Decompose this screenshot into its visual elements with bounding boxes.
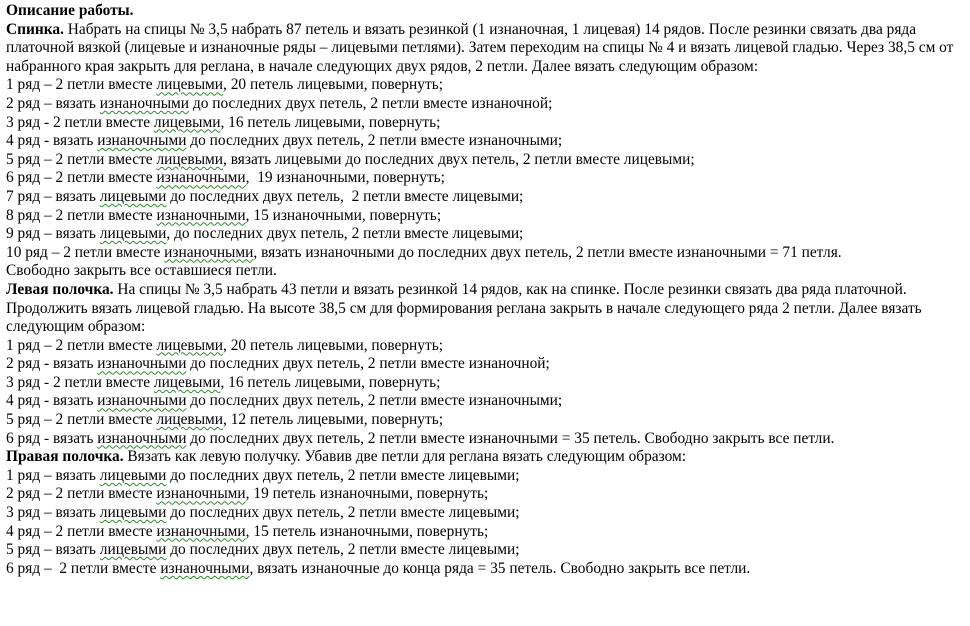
stitch-term: изнаночными bbox=[97, 355, 187, 373]
row-text: 8 ряд – 2 петли вместе bbox=[6, 206, 157, 224]
back-row bbox=[6, 76, 968, 95]
left-intro: Левая полочка. На спицы № 3,5 набрать 43 петли и вязать резинкой 14 рядов, как на спинке. После резинки связать два ряда платочной. Продолжить вязать лицевой гладью. На высоте 38,5 см для формирования реглана закрыть в начале следующего ряда 2 петли. Далее вязать следующим образом: bbox=[6, 280, 922, 336]
row-text: 6 ряд - вязать bbox=[6, 429, 98, 447]
right-row bbox=[6, 523, 968, 542]
back-intro: Спинка. Набрать на спицы № 3,5 набрать 87 петель и вязать резинкой (1 изнаночная, 1 лицевая) 14 рядов. После резинки связать два ряда платочной вязкой (лицевые и изнаночные ряды – лицевыми петлями). Затем переходим на спицы № 4 и вязать лицевой гладью. Через 38,5 см от набранного края закрыть для реглана, в начале следующих двух рядов, 2 петли. Далее вязать следующим образом: bbox=[6, 20, 954, 75]
row-text: до последних двух петель, 2 петли вместе изнаночными = 35 петель. Свободно закрыть все петли. bbox=[186, 429, 835, 447]
row-text: 6 ряд – 2 петли вместе bbox=[6, 559, 161, 577]
row-text: 1 ряд – вязать bbox=[6, 466, 100, 484]
stitch-term: изнаночными bbox=[156, 169, 246, 187]
stitch-term: изнаночными bbox=[99, 94, 190, 112]
row-text: 1 ряд – 2 петли вместе bbox=[6, 336, 157, 354]
back-row bbox=[6, 151, 968, 170]
stitch-term: изнаночными bbox=[156, 485, 246, 503]
stitch-term: лицевыми bbox=[99, 541, 167, 559]
row-text: до последних двух петель, 2 петли вместе лицевыми; bbox=[166, 187, 524, 205]
row-text: 2 ряд – 2 петли вместе bbox=[6, 485, 157, 503]
left-row bbox=[6, 392, 968, 411]
right-row bbox=[6, 541, 968, 560]
row-text: , 19 петель изнаночными, повернуть; bbox=[245, 485, 489, 503]
right-row bbox=[6, 504, 968, 523]
row-text: 5 ряд – 2 петли вместе bbox=[6, 150, 157, 168]
row-text: 3 ряд - 2 петли вместе bbox=[6, 113, 154, 131]
stitch-term: лицевыми bbox=[153, 113, 221, 131]
right-heading: Правая полочка. bbox=[6, 448, 124, 466]
left-row bbox=[6, 430, 968, 449]
stitch-term: изнаночными bbox=[97, 429, 187, 447]
row-text: до последних двух петель, 2 петли вместе изнаночными; bbox=[186, 132, 563, 150]
row-text: 2 ряд - вязать bbox=[6, 355, 98, 373]
row-text: , 15 изнаночными, повернуть; bbox=[245, 206, 442, 224]
stitch-term: лицевыми bbox=[156, 336, 224, 354]
stitch-term: изнаночными bbox=[97, 392, 187, 410]
stitch-term: изнаночными bbox=[160, 559, 250, 577]
row-text: , 19 изнаночными, повернуть; bbox=[245, 169, 445, 187]
stitch-term: лицевыми bbox=[99, 466, 167, 484]
row-text: 7 ряд – вязать bbox=[6, 187, 100, 205]
right-intro: Правая полочка. Вязать как левую получку. Убавив две петли для реглана вязать следующим образом: bbox=[6, 448, 687, 466]
stitch-term: лицевыми bbox=[153, 373, 221, 391]
row-text: до последних двух петель, 2 петли вместе лицевыми; bbox=[166, 541, 520, 559]
row-text: , вязать изнаночными до последних двух петель, 2 петли вместе изнаночными = 71 петля. bbox=[253, 243, 842, 261]
stitch-term: изнаночными bbox=[156, 206, 246, 224]
row-text: , 16 петель лицевыми, повернуть; bbox=[220, 373, 441, 391]
row-text: 6 ряд – 2 петли вместе bbox=[6, 169, 157, 187]
row-text: до последних двух петель, 2 петли вместе лицевыми; bbox=[166, 466, 520, 484]
back-row bbox=[6, 95, 968, 114]
stitch-term: изнаночными bbox=[97, 132, 187, 150]
back-heading: Спинка. bbox=[6, 20, 64, 38]
doc-title: Описание работы. bbox=[6, 2, 134, 19]
row-text: , до последних двух петель, 2 петли вместе лицевыми; bbox=[166, 225, 524, 243]
left-rows bbox=[6, 337, 968, 449]
left-row bbox=[6, 337, 968, 356]
right-row bbox=[6, 467, 968, 486]
row-text: , вязать изнаночные до конца ряда = 35 петель. Свободно закрыть все петли. bbox=[249, 559, 751, 577]
row-text: до последних двух петель, 2 петли вместе изнаночными; bbox=[186, 392, 563, 410]
stitch-term: изнаночными bbox=[164, 243, 254, 261]
left-row bbox=[6, 411, 968, 430]
back-row bbox=[6, 114, 968, 133]
stitch-term: изнаночными bbox=[156, 522, 246, 540]
stitch-term: лицевыми bbox=[156, 150, 224, 168]
row-text: 9 ряд – вязать bbox=[6, 225, 100, 243]
row-text: , 12 петель лицевыми, повернуть; bbox=[223, 411, 443, 429]
back-row bbox=[6, 225, 968, 244]
back-closing: Свободно закрыть все оставшиеся петли. bbox=[6, 262, 277, 280]
row-text: до последних двух петель, 2 петли вместе изнаночной; bbox=[186, 355, 550, 373]
row-text: 5 ряд – 2 петли вместе bbox=[6, 411, 157, 429]
stitch-term: лицевыми bbox=[99, 504, 167, 522]
left-heading: Левая полочка. bbox=[6, 280, 114, 298]
stitch-term: лицевыми bbox=[99, 187, 167, 205]
back-row bbox=[6, 188, 968, 207]
right-rows bbox=[6, 467, 968, 579]
row-text: 4 ряд – 2 петли вместе bbox=[6, 522, 157, 540]
back-row bbox=[6, 207, 968, 226]
row-text: , 20 петель лицевыми, повернуть; bbox=[223, 76, 443, 94]
row-text: 4 ряд - вязать bbox=[6, 392, 98, 410]
back-rows bbox=[6, 76, 968, 262]
row-text: 1 ряд – 2 петли вместе bbox=[6, 76, 157, 94]
row-text: , 15 петель изнаночными, повернуть; bbox=[245, 522, 489, 540]
stitch-term: лицевыми bbox=[99, 225, 167, 243]
row-text: 4 ряд - вязать bbox=[6, 132, 98, 150]
row-text: 5 ряд – вязать bbox=[6, 541, 100, 559]
row-text: 3 ряд - 2 петли вместе bbox=[6, 373, 154, 391]
row-text: , 20 петель лицевыми, повернуть; bbox=[223, 336, 443, 354]
left-row bbox=[6, 374, 968, 393]
row-text: до последних двух петель, 2 петли вместе изнаночной; bbox=[189, 94, 553, 112]
stitch-term: лицевыми bbox=[156, 411, 224, 429]
row-text: до последних двух петель, 2 петли вместе лицевыми; bbox=[166, 504, 520, 522]
back-row bbox=[6, 132, 968, 151]
row-text: 2 ряд – вязать bbox=[6, 94, 100, 112]
row-text: 3 ряд – вязать bbox=[6, 504, 100, 522]
left-row bbox=[6, 355, 968, 374]
right-row bbox=[6, 560, 968, 579]
row-text: , вязать лицевыми до последних двух петель, 2 петли вместе лицевыми; bbox=[223, 150, 695, 168]
stitch-term: лицевыми bbox=[156, 76, 224, 94]
back-row bbox=[6, 244, 968, 263]
back-row bbox=[6, 169, 968, 188]
row-text: , 16 петель лицевыми, повернуть; bbox=[220, 113, 441, 131]
right-row bbox=[6, 485, 968, 504]
row-text: 10 ряд – 2 петли вместе bbox=[6, 243, 165, 261]
